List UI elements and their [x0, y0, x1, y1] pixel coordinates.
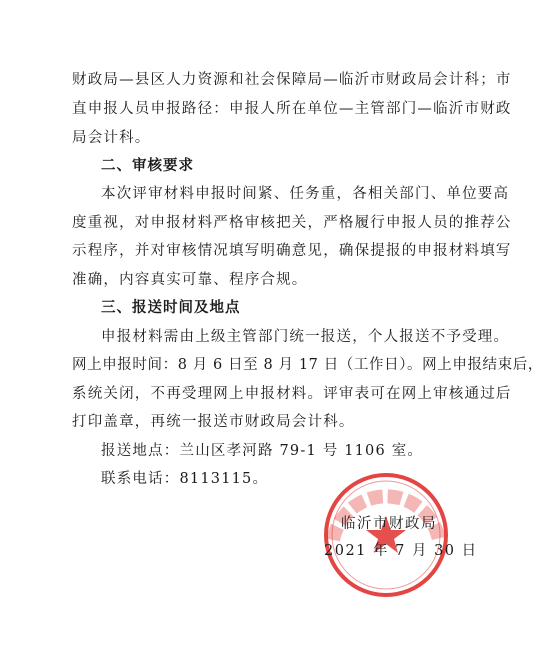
- paragraph-line: 申报材料需由上级主管部门统一报送，个人报送不予受理。: [101, 329, 510, 345]
- paragraph-line: 财政局—县区人力资源和社会保障局—临沂市财政局会计科；市: [72, 72, 512, 88]
- paragraph-line: 度重视，对申报材料严格审核把关，严格履行申报人员的推荐公: [72, 215, 512, 231]
- signing-organization: 临沂市财政局: [341, 516, 437, 532]
- official-seal: [321, 470, 451, 600]
- paragraph-line: 网上申报时间：8 月 6 日至 8 月 17 日（工作日）。网上申报结束后，: [72, 357, 543, 373]
- section-heading: 三、报送时间及地点: [101, 300, 241, 316]
- paragraph-line: 打印盖章，再统一报送市财政局会计科。: [72, 414, 355, 430]
- paragraph-line: 准确，内容真实可靠、程序合规。: [72, 272, 308, 288]
- paragraph-line: 系统关闭，不再受理网上申报材料。评审表可在网上审核通过后: [72, 386, 512, 402]
- phone-line: 联系电话：8113115。: [101, 471, 269, 487]
- paragraph-line: 直申报人员申报路径：申报人所在单位—主管部门—临沂市财政: [72, 101, 512, 117]
- section-heading: 二、审核要求: [101, 158, 194, 174]
- signing-date: 2021 年 7 月 30 日: [324, 543, 478, 559]
- paragraph-line: 本次评审材料申报时间紧、任务重，各相关部门、单位要高: [101, 186, 510, 202]
- address-line: 报送地点：兰山区孝河路 79-1 号 1106 室。: [101, 443, 424, 459]
- paragraph-line: 示程序，并对审核情况填写明确意见，确保提报的申报材料填写: [72, 243, 512, 259]
- paragraph-line: 局会计科。: [72, 130, 151, 146]
